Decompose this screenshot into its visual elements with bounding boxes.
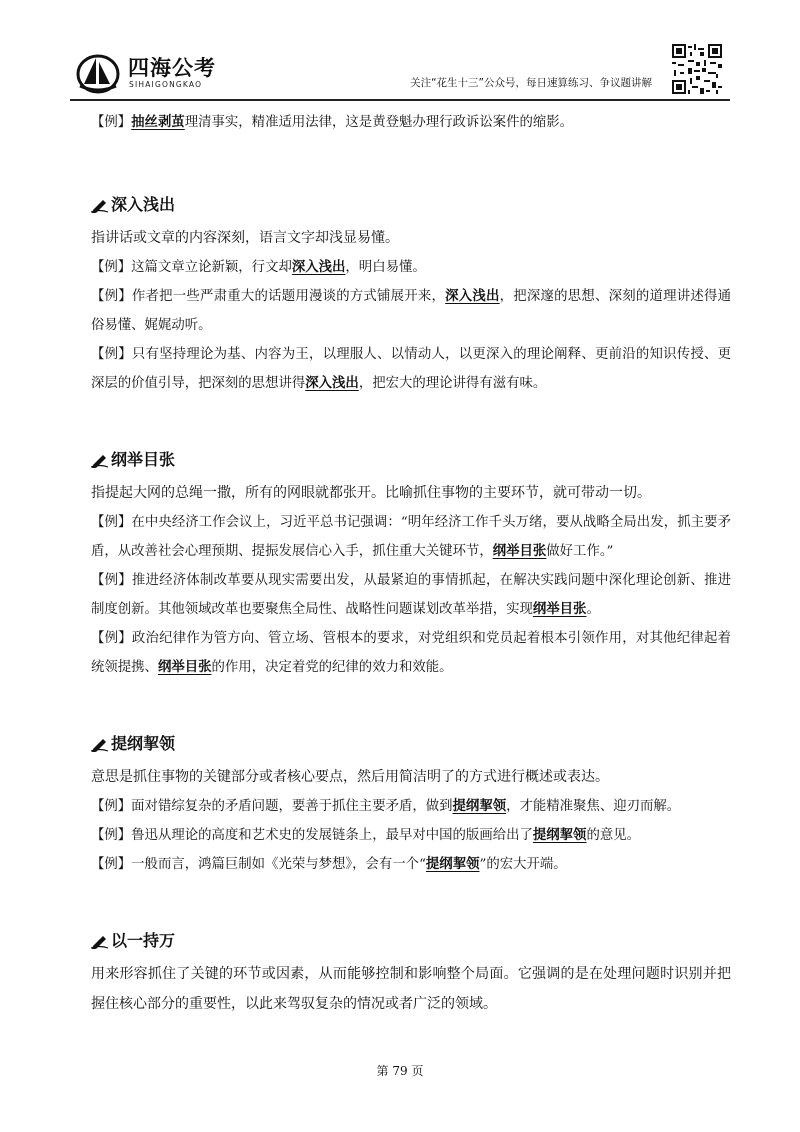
idiom-heading-2: [91, 442, 731, 478]
example-1-1: 【例】这篇文章立论新颖，行文却深入浅出，明白易懂。: [91, 259, 426, 275]
idiom-highlight: 纲举目张: [492, 543, 547, 559]
page-number: 第 79 页: [376, 1064, 424, 1078]
definition-2: 指提起大网的总绳一撒，所有的网眼就都张开。比喻抓住事物的主要环节，就可带动一切。: [91, 485, 651, 501]
example-2-3: 【例】政治纪律作为管方向、管立场、管根本的要求，对党组织和党员起着根本引领作用，对其他纪律起着统领提携、纲举目张的作用，决定着党的纪律的效力和效能。: [91, 631, 731, 675]
idiom-heading-4: [91, 923, 731, 959]
pencil-icon: [91, 933, 109, 949]
idiom-highlight: 纲举目张: [532, 601, 587, 617]
example-2-2: 【例】推进经济体制改革要从现实需要出发，从最紧迫的事情抓起，在解决实践问题中深化理论创新、推进制度创新。其他领域改革也要聚焦全局性、战略性问题谋划改革举措，实现纲举目张。: [91, 573, 731, 617]
definition-3: 意思是抓住事物的关键部分或者核心要点，然后用简洁明了的方式进行概述或表达。: [91, 769, 609, 785]
idiom-highlight: 提纲挈领: [452, 798, 507, 814]
idiom-heading-1: [91, 187, 731, 223]
idiom-highlight: 纲举目张: [157, 659, 212, 675]
header-slogan: 关注“花生十三”公众号，每日速算练习、争议题讲解: [410, 77, 652, 89]
sailboat-logo-icon: [76, 50, 120, 94]
header-divider: [70, 99, 730, 101]
logo-subtext: SIHAIGONGKAO: [129, 80, 203, 89]
pencil-icon: [91, 197, 109, 213]
example-1-3: 【例】只有坚持理论为基、内容为王，以理服人、以情动人，以更深入的理论阐释、更前沿的知识传授、更深层的价值引导，把深刻的思想讲得深入浅出，把宏大的理论讲得有滋有味。: [91, 347, 731, 391]
idiom-highlight: 深入浅出: [291, 259, 346, 275]
logo-text: 四海公考: [128, 56, 216, 80]
heading-text: 提纲挈领: [111, 734, 176, 753]
page-content: [91, 108, 731, 1019]
idiom-highlight: 提纲挈领: [532, 827, 587, 843]
idiom-highlight: 深入浅出: [445, 288, 500, 304]
example-3-1: 【例】面对错综复杂的矛盾问题，要善于抓住主要矛盾，做到提纲挈领，才能精准聚焦、迎刃而解。: [91, 798, 681, 814]
example-3-3: 【例】一般而言，鸿篇巨制如《光荣与梦想》，会有一个“提纲挈领”的宏大开端。: [91, 856, 567, 872]
qr-code-icon: [672, 44, 722, 94]
idiom-highlight: 深入浅出: [305, 375, 359, 391]
example-3-2: 【例】鲁迅从理论的高度和艺术史的发展链条上，最早对中国的版画给出了提纲挈领的意见。: [91, 827, 641, 843]
pencil-icon: [91, 452, 109, 468]
heading-text: 纲举目张: [111, 450, 176, 469]
heading-text: 深入浅出: [111, 195, 176, 214]
definition-4: 用来形容抓住了关键的环节或因素，从而能够控制和影响整个局面。它强调的是在处理问题时识别并把握住核心部分的重要性，以此来驾驭复杂的情况或者广泛的领域。: [91, 966, 731, 1012]
heading-text: 以一持万: [111, 931, 176, 950]
example-2-1: 【例】在中央经济工作会议上，习近平总书记强调：“明年经济工作千头万绪，要从战略全局出发，抓主要矛盾，从改善社会心理预期、提振发展信心入手，抓住重大关键环节，纲举目张做好工作。”: [91, 515, 731, 559]
idiom-heading-3: [91, 726, 731, 762]
pencil-icon: [91, 736, 109, 752]
example-abstract-0-1: 【例】抽丝剥茧理清事实，精准适用法律，这是黄登魁办理行政诉讼案件的缩影。: [91, 114, 574, 130]
idiom-highlight: 抽丝剥茧: [131, 114, 185, 130]
definition-1: 指讲话或文章的内容深刻，语言文字却浅显易懂。: [91, 230, 399, 246]
brand-logo: [76, 50, 256, 94]
idiom-highlight: 提纲挈领: [425, 856, 480, 872]
example-1-2: 【例】作者把一些严肃重大的话题用漫谈的方式铺展开来，深入浅出，把深邃的思想、深刻的道理讲述得通俗易懂、娓娓动听。: [91, 288, 732, 333]
page-header: [70, 40, 730, 100]
